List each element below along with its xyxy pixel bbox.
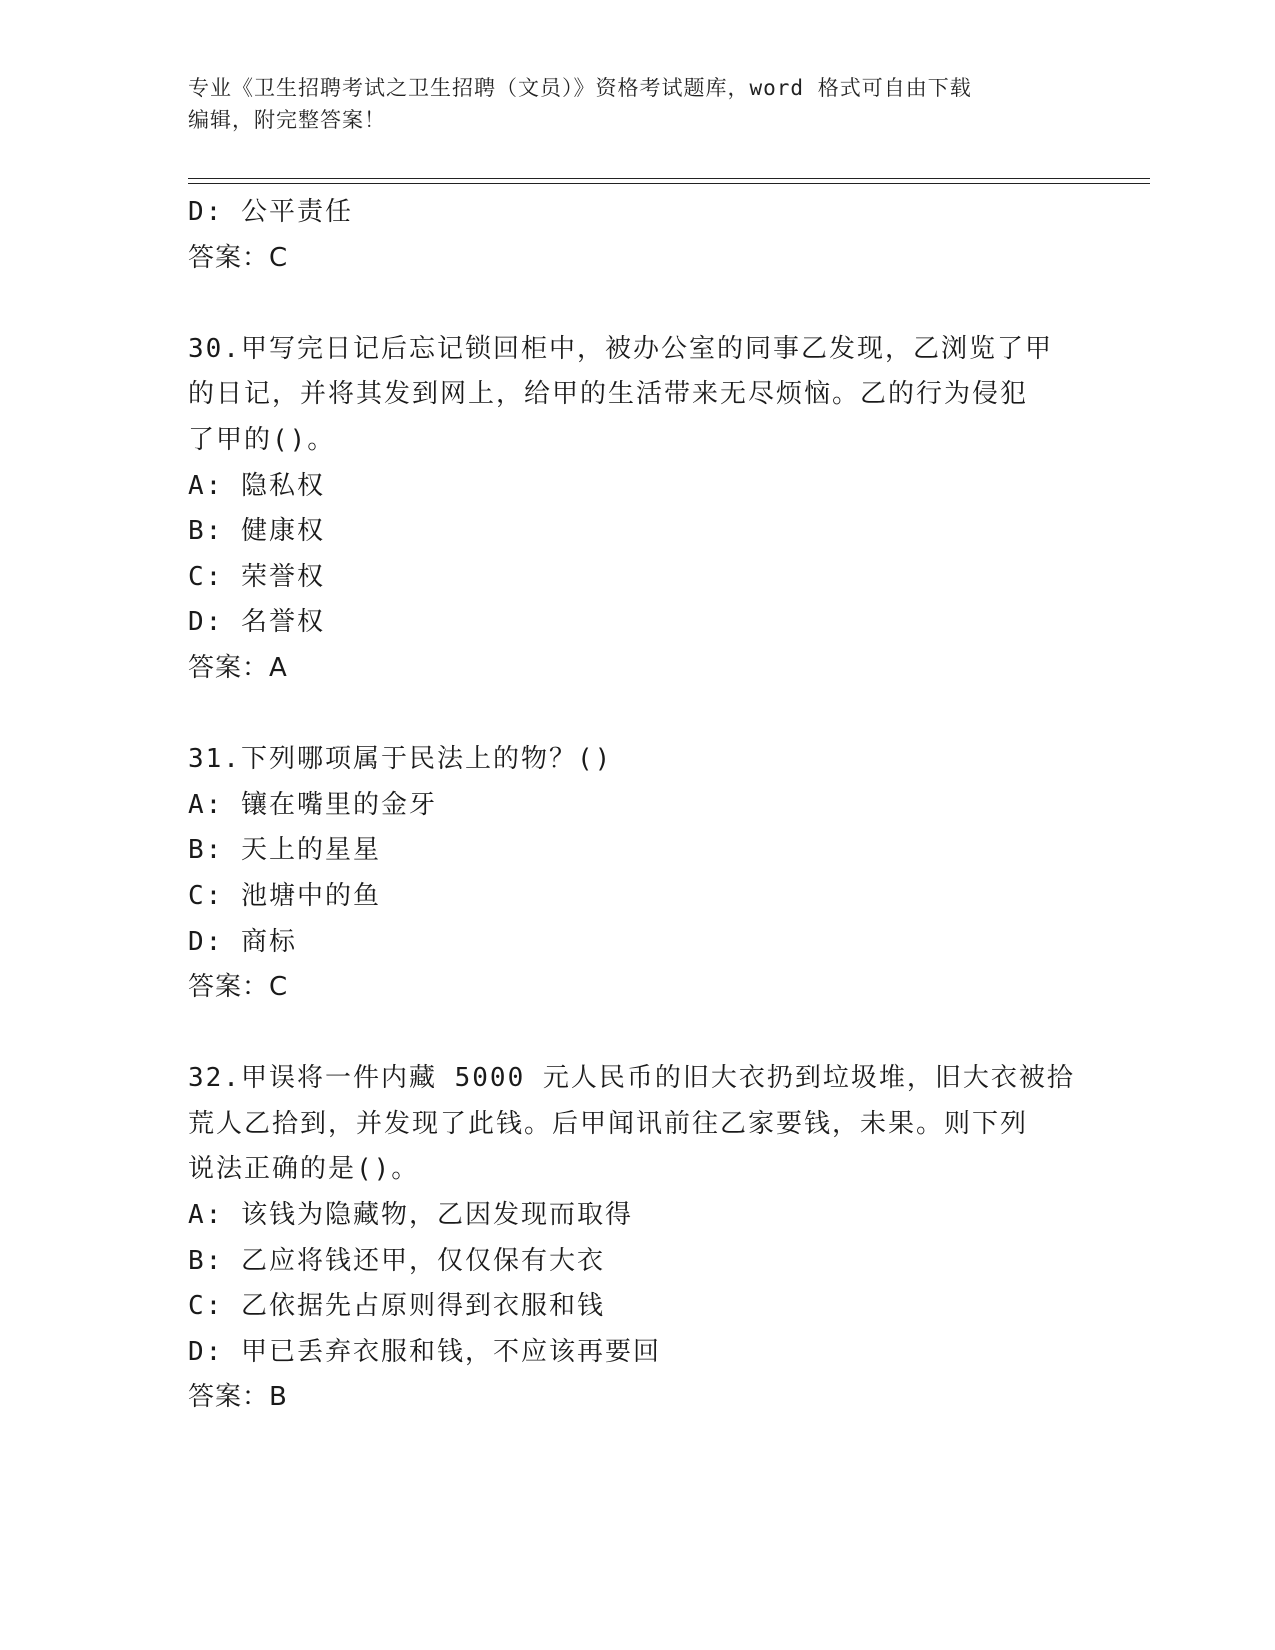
document-header xyxy=(188,72,1068,136)
document-body xyxy=(188,190,1088,1421)
question-32-option-a: A: 该钱为隐藏物，乙因发现而取得 xyxy=(188,1200,633,1231)
question-30-option-b: B: 健康权 xyxy=(188,516,325,547)
header-rule-bottom xyxy=(188,183,1150,184)
question-31-line-1: 31.下列哪项属于民法上的物？() xyxy=(188,744,613,775)
question-30-line-1: 30.甲写完日记后忘记锁回柜中，被办公室的同事乙发现，乙浏览了甲 xyxy=(188,333,1053,364)
spacer xyxy=(188,692,1088,738)
question-32-option-c: C: 乙依据先占原则得到衣服和钱 xyxy=(188,1291,605,1322)
question-31-option-a: A: 镶在嘴里的金牙 xyxy=(188,789,437,820)
question-32-answer: 答案：B xyxy=(188,1382,288,1413)
question-30-line-2: 的日记，并将其发到网上，给甲的生活带来无尽烦恼。乙的行为侵犯 xyxy=(188,379,1029,410)
header-rule-top xyxy=(188,178,1150,179)
question-32-option-d: D: 甲已丢弃衣服和钱，不应该再要回 xyxy=(188,1336,661,1367)
prev-option-d: D: 公平责任 xyxy=(188,197,353,227)
question-31-option-b: B: 天上的星星 xyxy=(188,835,381,866)
question-30-line-3: 了甲的()。 xyxy=(188,424,336,455)
question-30-answer: 答案：A xyxy=(188,652,288,683)
question-30-option-d: D: 名誉权 xyxy=(188,607,325,638)
question-32-option-b: B: 乙应将钱还甲，仅仅保有大衣 xyxy=(188,1245,605,1276)
question-31-answer: 答案：C xyxy=(188,972,289,1003)
header-line-2: 编辑，附完整答案！ xyxy=(188,108,386,132)
question-30-option-c: C: 荣誉权 xyxy=(188,561,325,592)
prev-answer: 答案：C xyxy=(188,242,289,273)
question-32-line-2: 荒人乙拾到，并发现了此钱。后甲闻讯前往乙家要钱，未果。则下列 xyxy=(188,1108,1029,1139)
question-32-line-1: 32.甲误将一件内藏 5000 元人民币的旧大衣扔到垃圾堆，旧大衣被拾 xyxy=(188,1063,1075,1094)
header-line-1: 专业《卫生招聘考试之卫生招聘（文员）》资格考试题库，word 格式可自由下载 xyxy=(188,76,972,100)
question-31-option-d: D: 商标 xyxy=(188,926,297,957)
question-31-option-c: C: 池塘中的鱼 xyxy=(188,880,381,911)
question-32-line-3: 说法正确的是()。 xyxy=(188,1154,420,1185)
question-30-option-a: A: 隐私权 xyxy=(188,470,325,501)
spacer xyxy=(188,281,1088,327)
spacer xyxy=(188,1011,1088,1057)
